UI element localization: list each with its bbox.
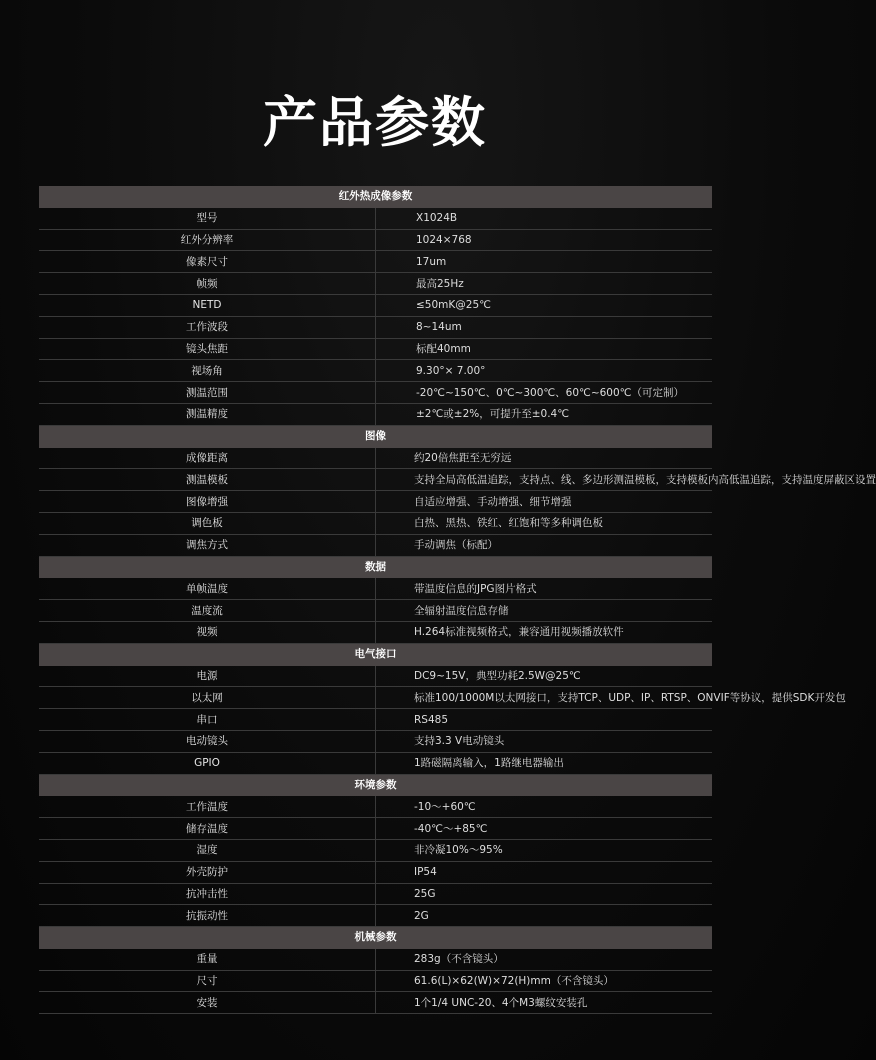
spec-row	[39, 338, 712, 360]
section-header-row	[39, 927, 712, 949]
spec-value: DC9~15V，典型功耗2.5W@25℃	[376, 665, 713, 687]
spec-value: 全辐射温度信息存储	[376, 600, 713, 622]
section-heading: 机械参数	[39, 927, 712, 949]
section-header-row	[39, 186, 712, 207]
spec-value: RS485	[376, 709, 713, 731]
spec-label: 单帧温度	[39, 578, 376, 600]
spec-label: 温度流	[39, 600, 376, 622]
spec-row	[39, 709, 712, 731]
spec-value: 支持全局高低温追踪，支持点、线、多边形测温模板，支持模板内高低温追踪，支持温度屏蔽区设置	[376, 469, 713, 491]
spec-label: 串口	[39, 709, 376, 731]
spec-value: 支持3.3 V电动镜头	[376, 730, 713, 752]
section-header-row	[39, 643, 712, 665]
spec-value: 61.6(L)×62(W)×72(H)mm（不含镜头）	[376, 970, 713, 992]
spec-row	[39, 294, 712, 316]
spec-label: 电源	[39, 665, 376, 687]
spec-row	[39, 687, 712, 709]
spec-label: 红外分辨率	[39, 229, 376, 251]
spec-value: -10～+60℃	[376, 796, 713, 818]
spec-section	[39, 186, 712, 425]
spec-label: 抗振动性	[39, 905, 376, 927]
spec-row	[39, 970, 712, 992]
spec-label: 外壳防护	[39, 861, 376, 883]
spec-row	[39, 491, 712, 513]
spec-label: 储存温度	[39, 818, 376, 840]
spec-value: 约20倍焦距至无穷远	[376, 447, 713, 469]
spec-label: 镜头焦距	[39, 338, 376, 360]
spec-label: NETD	[39, 294, 376, 316]
spec-row	[39, 796, 712, 818]
spec-row	[39, 360, 712, 382]
spec-row	[39, 948, 712, 970]
spec-row	[39, 818, 712, 840]
spec-value: 1024×768	[376, 229, 713, 251]
spec-table	[39, 186, 876, 1014]
spec-value: 标配40mm	[376, 338, 713, 360]
section-heading: 环境参数	[39, 774, 712, 796]
spec-row	[39, 600, 712, 622]
spec-row	[39, 752, 712, 774]
section-heading: 图像	[39, 425, 712, 447]
spec-row	[39, 861, 712, 883]
spec-value: ±2℃或±2%，可提升至±0.4℃	[376, 403, 713, 425]
spec-row	[39, 447, 712, 469]
spec-value: IP54	[376, 861, 713, 883]
spec-value: 手动调焦（标配）	[376, 534, 713, 556]
spec-label: 测温模板	[39, 469, 376, 491]
spec-value: X1024B	[376, 207, 713, 229]
spec-label: 调色板	[39, 512, 376, 534]
spec-row	[39, 730, 712, 752]
spec-value: 自适应增强、手动增强、细节增强	[376, 491, 713, 513]
spec-value: 带温度信息的JPG图片格式	[376, 578, 713, 600]
spec-row	[39, 534, 712, 556]
spec-row	[39, 992, 712, 1014]
spec-value: 1个1/4 UNC-20、4个M3螺纹安装孔	[376, 992, 713, 1014]
spec-label: 湿度	[39, 839, 376, 861]
spec-value: 8~14um	[376, 316, 713, 338]
spec-label: 成像距离	[39, 447, 376, 469]
spec-section	[39, 774, 712, 927]
spec-label: 调焦方式	[39, 534, 376, 556]
spec-label: 重量	[39, 948, 376, 970]
section-heading: 电气接口	[39, 643, 712, 665]
spec-row	[39, 207, 712, 229]
section-header-row	[39, 425, 712, 447]
spec-row	[39, 251, 712, 273]
page-title: 产品参数	[263, 91, 487, 154]
spec-value: 25G	[376, 883, 713, 905]
spec-label: 尺寸	[39, 970, 376, 992]
spec-row	[39, 316, 712, 338]
spec-value: 标准100/1000M以太网接口，支持TCP、UDP、IP、RTSP、ONVIF等协议，提供SDK开发包	[376, 687, 713, 709]
spec-value: 非冷凝10%～95%	[376, 839, 713, 861]
spec-row	[39, 578, 712, 600]
spec-row	[39, 839, 712, 861]
spec-value: ≤50mK@25℃	[376, 294, 713, 316]
spec-value: 2G	[376, 905, 713, 927]
spec-label: 帧频	[39, 273, 376, 295]
spec-label: 电动镜头	[39, 730, 376, 752]
section-header-row	[39, 556, 712, 578]
spec-value: 17um	[376, 251, 713, 273]
spec-row	[39, 621, 712, 643]
spec-label: 以太网	[39, 687, 376, 709]
spec-label: 型号	[39, 207, 376, 229]
spec-value: 最高25Hz	[376, 273, 713, 295]
spec-label: 测温精度	[39, 403, 376, 425]
spec-value: -40℃～+85℃	[376, 818, 713, 840]
spec-label: 视频	[39, 621, 376, 643]
spec-value: 白热、黑热、铁红、红饱和等多种调色板	[376, 512, 713, 534]
spec-label: 工作温度	[39, 796, 376, 818]
spec-row	[39, 469, 712, 491]
section-heading: 数据	[39, 556, 712, 578]
spec-value: 1路磁隔离输入，1路继电器输出	[376, 752, 713, 774]
spec-label: 测温范围	[39, 382, 376, 404]
spec-value: 9.30°× 7.00°	[376, 360, 713, 382]
section-header-row	[39, 774, 712, 796]
spec-row	[39, 229, 712, 251]
spec-section	[39, 556, 712, 643]
spec-row	[39, 512, 712, 534]
spec-section	[39, 927, 712, 1014]
spec-label: GPIO	[39, 752, 376, 774]
spec-section	[39, 425, 876, 556]
spec-label: 图像增强	[39, 491, 376, 513]
spec-label: 工作波段	[39, 316, 376, 338]
section-heading: 红外热成像参数	[39, 186, 712, 207]
spec-label: 抗冲击性	[39, 883, 376, 905]
spec-value: 283g（不含镜头）	[376, 948, 713, 970]
spec-label: 像素尺寸	[39, 251, 376, 273]
spec-row	[39, 665, 712, 687]
spec-row	[39, 273, 712, 295]
spec-value: H.264标准视频格式，兼容通用视频播放软件	[376, 621, 713, 643]
spec-row	[39, 905, 712, 927]
spec-label: 安装	[39, 992, 376, 1014]
spec-value: -20℃~150℃、0℃~300℃、60℃~600℃（可定制）	[376, 382, 713, 404]
spec-row	[39, 883, 712, 905]
spec-section	[39, 643, 846, 774]
spec-label: 视场角	[39, 360, 376, 382]
spec-row	[39, 403, 712, 425]
spec-row	[39, 382, 712, 404]
